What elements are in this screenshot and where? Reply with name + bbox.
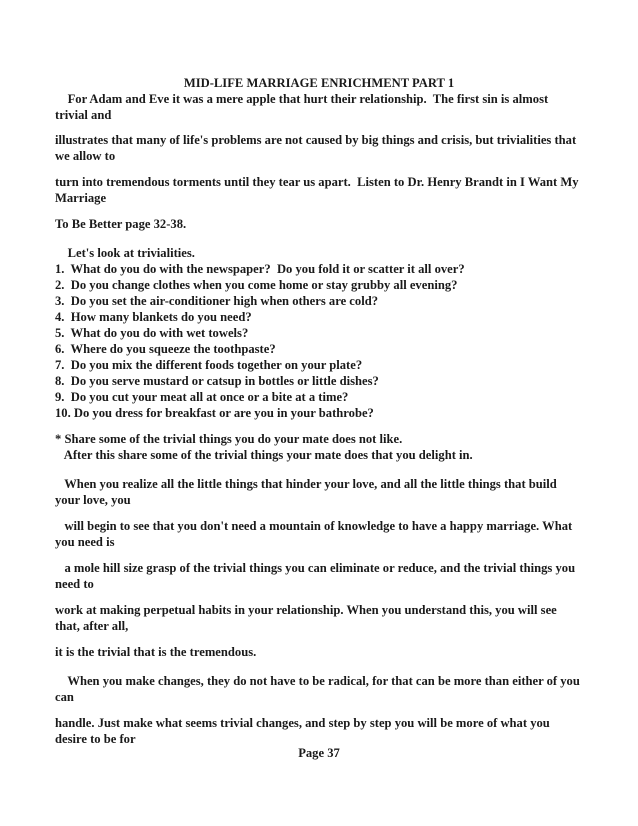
share-line: After this share some of the trivial things your mate does that you delight in. bbox=[55, 448, 473, 462]
question-item: 9. Do you cut your meat all at once or a bite at a time? bbox=[55, 390, 349, 404]
intro-line: illustrates that many of life's problems are not caused by big things and crisis, but trivialities that bbox=[55, 133, 577, 147]
body-line: desire to be for bbox=[55, 732, 136, 746]
body-line: handle. Just make what seems trivial changes, and step by step you will be more of what you bbox=[55, 716, 550, 730]
intro-line: we allow to bbox=[55, 149, 116, 163]
body-line: your love, you bbox=[55, 493, 131, 507]
question-item: 2. Do you change clothes when you come home or stay grubby all evening? bbox=[55, 278, 458, 292]
body-line: that, after all, bbox=[55, 619, 129, 633]
page-title: MID-LIFE MARRIAGE ENRICHMENT PART 1 bbox=[183, 76, 455, 90]
share-line: * Share some of the trivial things you do your mate does not like. bbox=[55, 432, 403, 446]
page-number: Page 37 bbox=[298, 746, 340, 760]
list-heading: Let's look at trivialities. bbox=[55, 246, 195, 260]
question-item: 5. What do you do with wet towels? bbox=[55, 326, 249, 340]
body-line: can bbox=[55, 690, 74, 704]
body-line: a mole hill size grasp of the trivial things you can eliminate or reduce, and the trivial things you bbox=[55, 561, 576, 575]
intro-line: trivial and bbox=[55, 108, 112, 122]
body-line: When you make changes, they do not have to be radical, for that can be more than either of you bbox=[55, 674, 580, 688]
question-item: 10. Do you dress for breakfast or are you in your bathrobe? bbox=[55, 406, 374, 420]
body-line: work at making perpetual habits in your relationship. When you understand this, you will see bbox=[55, 603, 557, 617]
question-item: 3. Do you set the air-conditioner high when others are cold? bbox=[55, 294, 378, 308]
question-item: 1. What do you do with the newspaper? Do you fold it or scatter it all over? bbox=[55, 262, 465, 276]
intro-line: To Be Better page 32-38. bbox=[55, 217, 187, 231]
body-line: you need is bbox=[55, 535, 115, 549]
intro-line: Marriage bbox=[55, 191, 107, 205]
body-line: it is the trivial that is the tremendous. bbox=[55, 645, 257, 659]
body-line: will begin to see that you don't need a mountain of knowledge to have a happy marriage. What bbox=[55, 519, 573, 533]
question-item: 8. Do you serve mustard or catsup in bottles or little dishes? bbox=[55, 374, 379, 388]
intro-line: turn into tremendous torments until they tear us apart. Listen to Dr. Henry Brandt in I Want My bbox=[55, 175, 579, 189]
question-item: 6. Where do you squeeze the toothpaste? bbox=[55, 342, 276, 356]
question-item: 4. How many blankets do you need? bbox=[55, 310, 252, 324]
intro-line: For Adam and Eve it was a mere apple that hurt their relationship. The first sin is almost bbox=[55, 92, 549, 106]
body-line: When you realize all the little things that hinder your love, and all the little things that build bbox=[55, 477, 557, 491]
body-line: need to bbox=[55, 577, 94, 591]
question-item: 7. Do you mix the different foods together on your plate? bbox=[55, 358, 363, 372]
